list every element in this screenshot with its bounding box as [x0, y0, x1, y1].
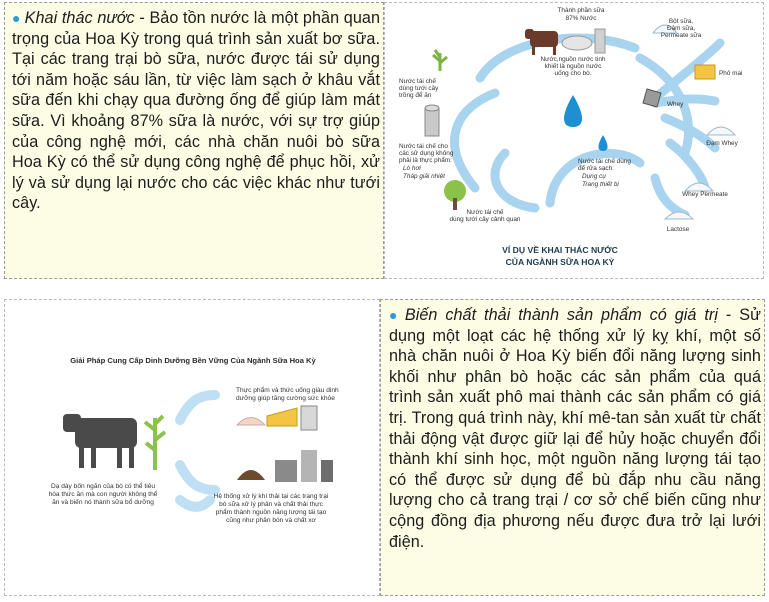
product-whey-permeate: Whey Permeate — [682, 191, 728, 198]
water-drop-icon — [564, 95, 582, 127]
silo-icon — [275, 450, 333, 482]
section-title-water: Khai thác nước — [24, 9, 135, 27]
plant-water-equipment: Trang thiết bị — [582, 181, 619, 188]
product-powder-line1: Bột sữa, — [668, 18, 694, 25]
landscape-water-line1: Nước tái chế — [466, 209, 504, 216]
nonfood-boiler: Lò hơi — [403, 165, 421, 172]
milk-tank-icon — [301, 406, 317, 430]
section-text-waste: - Sử dụng một loạt các hệ thống xử lý kỵ khí, một số nhà chăn nuôi ở Hoa Kỳ biến đổi năng lượng sinh khối như phân bò hoặc các sản phẩm của quá trình sản xuất phô mai thành các sản phẩm có giá trị. Trong quá trình này, khí mê-tan sản xuất từ chất thải động vật được giữ lại để hủy hoặc chuyển đổi thành khí sinh học, một nguồn năng lượng tái tạo có thể được sử dụng để bù đắp nhu cầu năng lượng cho cả trang trại / cơ sở chế biến cũng như cộng đồng địa phương nếu được đưa trở lại lưới điện. — [389, 306, 761, 551]
nutrition-diagram — [5, 300, 381, 597]
figure2-title: Giải Pháp Cung Cấp Dinh Dưỡng Bền Vững Của Ngành Sữa Hoa Kỳ — [70, 356, 316, 365]
product-powder-line2: Đậm sữa, — [666, 25, 696, 32]
bullet-icon: ● — [12, 10, 21, 26]
product-powder-line3: Permeate sữa — [660, 32, 702, 39]
crop-water-line2: dùng tưới cây — [399, 85, 439, 92]
recovered-water-line1: Nước,nguồn nước tinh — [540, 56, 606, 63]
figure1-caption-line1: VÍ DỤ VỀ KHAI THÁC NƯỚC — [502, 245, 618, 255]
recovered-water-line3: uống cho bò. — [554, 70, 592, 77]
nonfood-water-line2: các sử dụng không — [399, 150, 454, 157]
bottom-label-line1: Hệ thống xử lý khí thải tại các trang trại — [213, 493, 329, 500]
crop-water-line3: trồng để ăn — [399, 92, 432, 99]
water-drop-icon — [599, 135, 608, 151]
top-label-line2: dưỡng giúp tăng cường sức khỏe — [236, 395, 335, 402]
paragraph-water-reuse — [12, 8, 380, 214]
product-cheese: Phô mai — [719, 70, 743, 77]
crop-water-line1: Nước tái chế — [399, 78, 436, 85]
cheese-icon — [267, 408, 297, 426]
product-lactose: Lactose — [666, 226, 690, 233]
milk-tank-icon — [562, 29, 605, 53]
plant-icon — [145, 416, 165, 470]
product-whey: Whey — [667, 101, 684, 108]
flow-arrows — [180, 395, 215, 507]
bottom-label-line3: phẩm thành nguồn năng lượng tái tạo — [215, 509, 327, 516]
bottom-label-line4: cũng như phân bón và chất xơ — [226, 517, 316, 524]
plant-water-utensils: Dụng cụ — [582, 173, 606, 180]
cow-icon — [63, 414, 137, 468]
figure-water-reclamation — [384, 2, 764, 279]
nonfood-water-line3: phải là thực phẩm: — [399, 157, 452, 164]
figure1-caption-line2: CỦA NGÀNH SỮA HOA KỲ — [505, 257, 615, 267]
left-label-line2: hóa thức ăn mà con người không thể — [48, 491, 158, 498]
top-label-line1: Thực phẩm và thức uống giàu dinh — [236, 387, 339, 394]
figure-sustainable-nutrition — [4, 299, 380, 596]
water-cycle-diagram — [385, 3, 765, 280]
plant-water-line1: Nước tái chế dùng — [578, 158, 631, 165]
plant-water-line2: để rửa sạch: — [578, 165, 614, 172]
left-label-line1: Dạ dày bốn ngăn của bò có thể tiêu — [50, 483, 156, 490]
bullet-icon: ● — [389, 307, 401, 323]
text-panel-water — [4, 2, 384, 279]
silo-icon — [425, 105, 439, 136]
milk-composition-label: Thành phần sữa — [557, 7, 605, 14]
tree-icon — [444, 180, 466, 210]
cheese-icon — [695, 65, 715, 79]
powder-pile-icon — [237, 418, 265, 426]
left-label-line3: ăn và biến nó thành sữa bổ dưỡng — [52, 499, 154, 506]
bottom-label-line2: bò sữa xử lý phân và chất thải thực — [219, 501, 323, 508]
section-text-water: - Bảo tồn nước là một phần quan trọng của Hoa Kỳ trong quá trình sản xuất bơ sữa. Tại các trang trại bò sữa, nước được tái sử dụng tới năm hoặc sáu lần, từ việc làm sạch ở khâu vắt sữa đến khi chạy qua đường ống để giúp làm mát sữa. Vì khoảng 87% sữa là nước, với sự trợ giúp của công nghệ mới, các nhà chăn nuôi bò sữa Hoa Kỳ có thể sử dụng công nghệ để phục hồi, xử lý và sử dụng lại nước cho các việc khác như tưới cây. — [12, 9, 380, 213]
product-whey-protein: Đạm Whey — [706, 140, 738, 147]
nonfood-cooling-tower: Tháp giải nhiệt — [403, 173, 445, 180]
paragraph-waste-to-value — [389, 305, 761, 552]
section-title-waste: Biến chất thải thành sản phẩm có giá trị — [404, 306, 719, 324]
plant-icon — [433, 50, 447, 71]
manure-icon — [237, 470, 265, 480]
nonfood-water-line1: Nước tái chế cho — [399, 143, 448, 150]
recovered-water-line2: khiết là nguồn nước — [544, 63, 602, 70]
landscape-water-line2: dùng tưới cây cảnh quan — [449, 216, 521, 223]
milk-composition-value: 87% Nước — [565, 15, 597, 22]
text-panel-waste — [380, 299, 765, 596]
